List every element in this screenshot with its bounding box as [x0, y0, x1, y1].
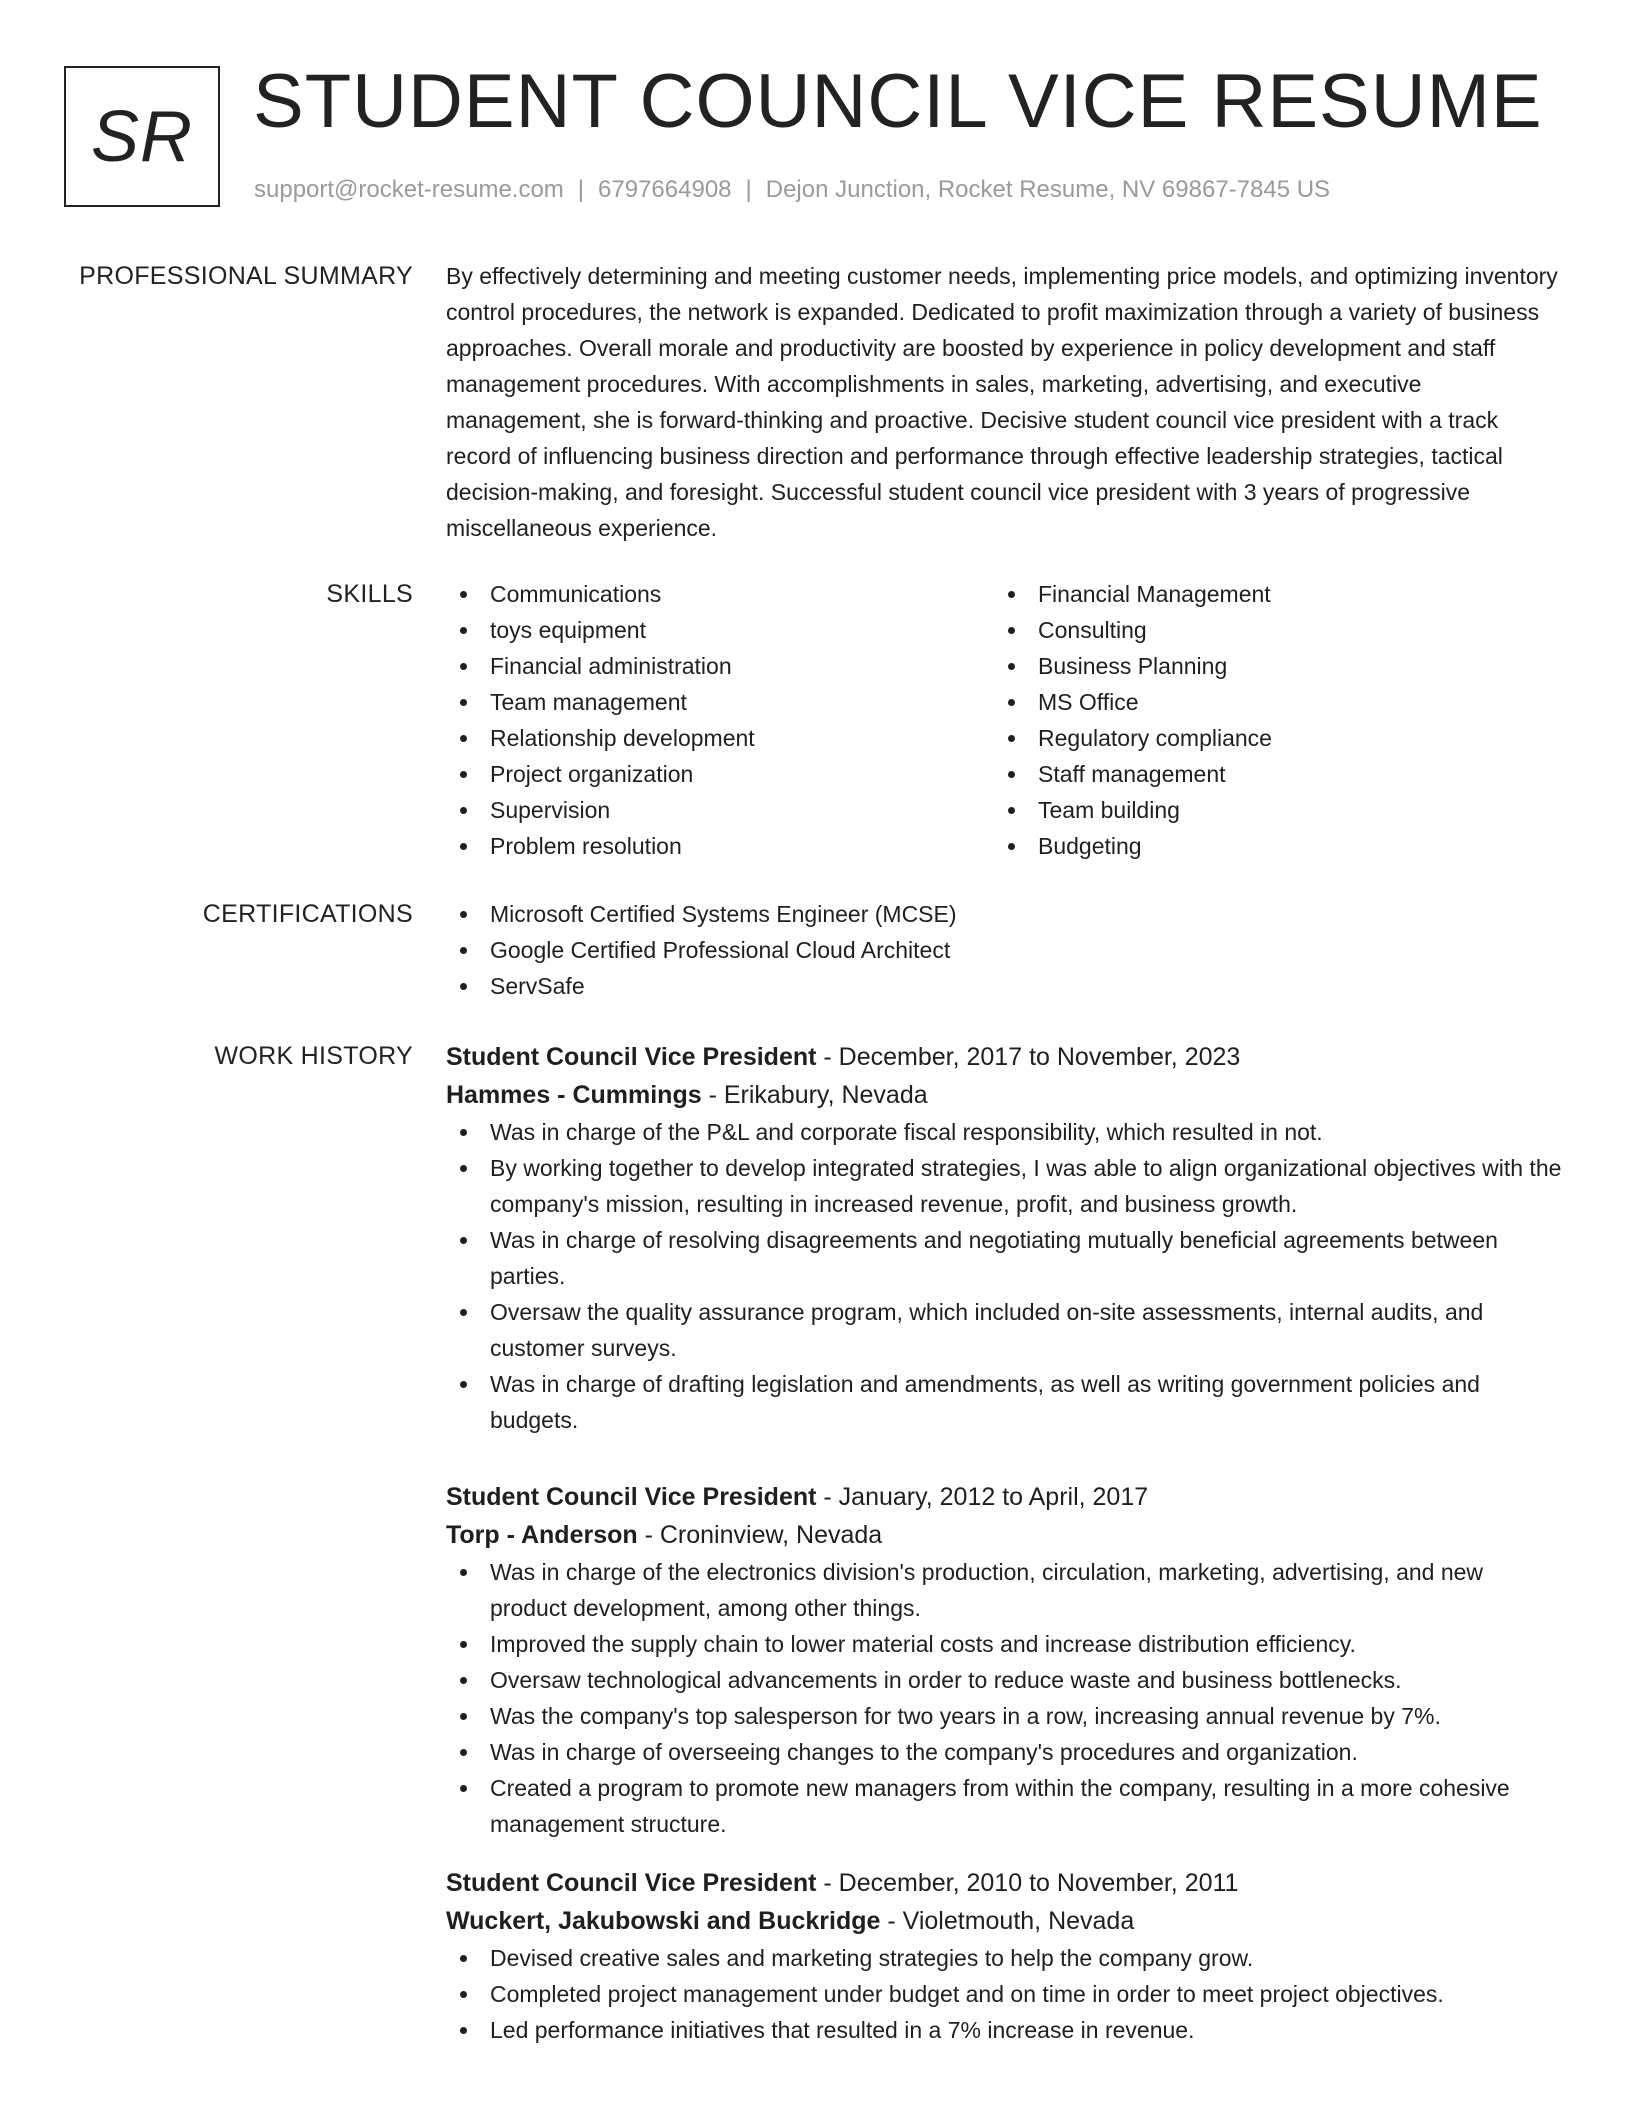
job-bullet: Oversaw technological advancements in order to reduce waste and business bottlenecks.: [446, 1662, 1566, 1698]
job-bullet: Improved the supply chain to lower material costs and increase distribution efficiency.: [446, 1626, 1566, 1662]
job-company-line: [446, 1076, 1566, 1114]
job-bullet: Led performance initiatives that resulted in a 7% increase in revenue.: [446, 2012, 1566, 2048]
job-bullet: Was in charge of overseeing changes to the company's procedures and organization.: [446, 1734, 1566, 1770]
job-bullet: Devised creative sales and marketing strategies to help the company grow.: [446, 1940, 1566, 1976]
skill-item: toys equipment: [446, 612, 994, 648]
job-title-line: [446, 1864, 1566, 1902]
job-bullet: Was in charge of the P&L and corporate fiscal responsibility, which resulted in not.: [446, 1114, 1566, 1150]
certification-item: Google Certified Professional Cloud Architect: [446, 932, 1566, 968]
job-entry: [446, 1038, 1566, 1438]
skill-item: Relationship development: [446, 720, 994, 756]
skill-item: Supervision: [446, 792, 994, 828]
job-location: - Croninview, Nevada: [637, 1521, 883, 1549]
certification-item: Microsoft Certified Systems Engineer (MCSE): [446, 896, 1566, 932]
certifications-list: [446, 896, 1566, 1004]
job-title-line: [446, 1478, 1566, 1516]
summary-body: [446, 258, 1566, 546]
job-bullets: [446, 1554, 1566, 1842]
skill-item: Financial administration: [446, 648, 994, 684]
skill-item: Project organization: [446, 756, 994, 792]
job-location: - Violetmouth, Nevada: [880, 1907, 1135, 1935]
job-bullets: [446, 1940, 1566, 2048]
job-bullet: By working together to develop integrated strategies, I was able to align organizational objectives with the company's mission, resulting in increased revenue, profit, and business growth.: [446, 1150, 1566, 1222]
job-company: Hammes - Cummings: [446, 1081, 702, 1109]
skill-item: Team management: [446, 684, 994, 720]
job-role: Student Council Vice President: [446, 1869, 817, 1897]
skill-item: Consulting: [994, 612, 1542, 648]
work-history-heading: WORK HISTORY: [214, 1042, 413, 1070]
job-bullet: Oversaw the quality assurance program, which included on-site assessments, internal audits, and customer surveys.: [446, 1294, 1566, 1366]
contact-address: Dejon Junction, Rocket Resume, NV 69867-7845 US: [765, 176, 1331, 203]
job-dates: - December, 2010 to November, 2011: [816, 1869, 1239, 1897]
skill-item: Business Planning: [994, 648, 1542, 684]
job-bullet: Was in charge of drafting legislation and amendments, as well as writing government policies and budgets.: [446, 1366, 1566, 1438]
job-bullet: Completed project management under budget and on time in order to meet project objectives.: [446, 1976, 1566, 2012]
skill-item: Problem resolution: [446, 828, 994, 864]
skills-heading: SKILLS: [326, 580, 413, 608]
skill-item: Communications: [446, 576, 994, 612]
job-bullet: Created a program to promote new managers from within the company, resulting in a more cohesive management structure.: [446, 1770, 1566, 1842]
job-bullets: [446, 1114, 1566, 1438]
job-role: Student Council Vice President: [446, 1483, 817, 1511]
skills-list-left: [446, 576, 994, 864]
skill-item: MS Office: [994, 684, 1542, 720]
skill-item: Team building: [994, 792, 1542, 828]
job-company: Wuckert, Jakubowski and Buckridge: [446, 1907, 881, 1935]
summary-heading: PROFESSIONAL SUMMARY: [79, 262, 413, 290]
job-role: Student Council Vice President: [446, 1043, 817, 1071]
contact-email: support@rocket-resume.com: [254, 176, 564, 203]
job-dates: - January, 2012 to April, 2017: [816, 1483, 1149, 1511]
job-bullet: Was in charge of the electronics division's production, circulation, marketing, advertising, and new product development, among other things.: [446, 1554, 1566, 1626]
work-history-body: [446, 1038, 1566, 2048]
job-location: - Erikabury, Nevada: [701, 1081, 928, 1109]
certifications-heading: CERTIFICATIONS: [202, 900, 413, 928]
skill-item: Regulatory compliance: [994, 720, 1542, 756]
resume-title: STUDENT COUNCIL VICE RESUME: [253, 59, 1543, 144]
skill-item: Budgeting: [994, 828, 1542, 864]
job-company-line: [446, 1902, 1566, 1940]
job-company-line: [446, 1516, 1566, 1554]
certification-item: ServSafe: [446, 968, 1566, 1004]
contact-separator: |: [577, 176, 585, 203]
contact-separator: |: [745, 176, 752, 203]
contact-phone: 6797664908: [598, 176, 732, 203]
contact-line: [254, 174, 1330, 206]
certifications-body: [446, 896, 1566, 1004]
skills-body: [446, 576, 1566, 864]
job-company: Torp - Anderson: [446, 1521, 638, 1549]
skills-list-right: [994, 576, 1542, 864]
job-bullet: Was the company's top salesperson for two years in a row, increasing annual revenue by 7%.: [446, 1698, 1566, 1734]
job-entry: [446, 1864, 1566, 2048]
monogram-badge: SR: [64, 66, 220, 207]
skill-item: Financial Management: [994, 576, 1542, 612]
skill-item: Staff management: [994, 756, 1542, 792]
job-dates: - December, 2017 to November, 2023: [816, 1043, 1241, 1071]
job-entry: [446, 1478, 1566, 1842]
job-bullet: Was in charge of resolving disagreements and negotiating mutually beneficial agreements between parties.: [446, 1222, 1566, 1294]
job-title-line: [446, 1038, 1566, 1076]
summary-text: By effectively determining and meeting customer needs, implementing price models, and optimizing inventory control procedures, the network is expanded. Dedicated to profit maximization through a variety of business approaches. Overall morale and productivity are boosted by experience in policy development and staff management procedures. With accomplishments in sales, marketing, advertising, and executive management, she is forward-thinking and proactive. Decisive student council vice president with a track record of influencing business direction and performance through effective leadership strategies, tactical decision-making, and foresight. Successful student council vice president with 3 years of progressive miscellaneous experience.: [446, 263, 1558, 541]
